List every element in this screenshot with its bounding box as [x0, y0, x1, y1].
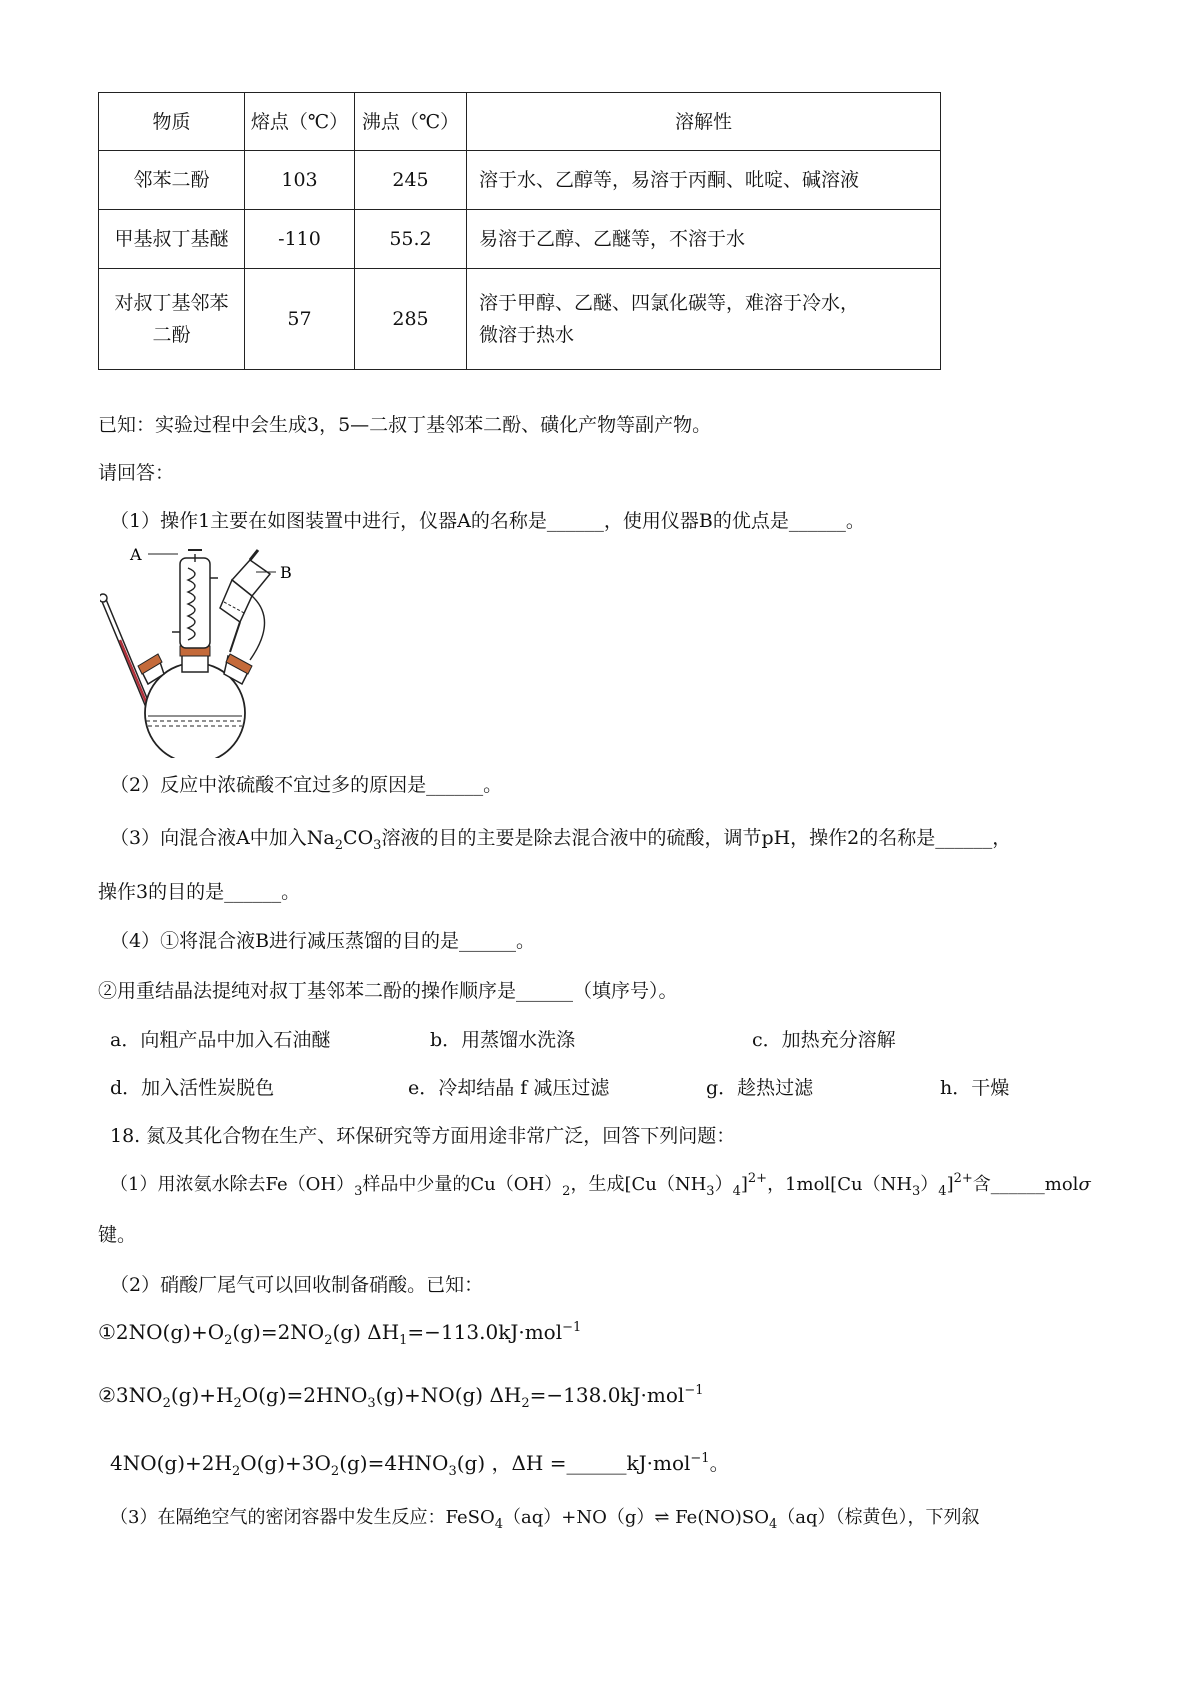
flask-icon	[138, 646, 252, 758]
equation-1: $①2NO(g)+O_2(g)=2NO_2(g)$ $\Delta H_1=-113.0kJ\cdot mol^{-1}$	[98, 1320, 582, 1348]
question-3-cont: 操作3的目的是______。	[98, 881, 301, 903]
table-header-row	[99, 93, 941, 151]
question-18-2: （2）硝酸厂尾气可以回收制备硝酸。已知：	[110, 1274, 484, 1296]
option-c: c．加热充分溶解	[752, 1029, 896, 1051]
equilibrium-arrow-icon: ⇌	[654, 1507, 670, 1528]
cell-bp: 55.2	[355, 210, 467, 269]
cell-mp: 57	[245, 269, 355, 370]
dropping-funnel-icon	[220, 550, 270, 660]
please-answer: 请回答：	[98, 462, 175, 484]
cell-solubility: 溶于甲醇、乙醚、四氯化碳等，难溶于冷水，	[479, 292, 860, 314]
question-18-1-cont: 键。	[98, 1224, 137, 1246]
properties-table	[98, 92, 941, 370]
apparatus-figure	[100, 548, 310, 758]
option-g: g．趁热过滤	[706, 1077, 814, 1099]
question-18-3: （3）在隔绝空气的密闭容器中发生反应：FeSO$_4$（aq）+NO（g）⇌ $Fe(NO)SO_4(aq)$（棕黄色），下列叙	[110, 1507, 980, 1532]
equation-2: $②3NO_2(g)+H_2O(g)=2HNO_3(g)+NO(g)$ $\Delta H_2=-138.0kJ\cdot mol^{-1}$	[98, 1383, 704, 1411]
table-row	[99, 151, 941, 210]
header-solubility: 溶解性	[467, 93, 941, 151]
cell-solubility-cont: 微溶于热水	[479, 324, 575, 346]
cell-mp: 103	[245, 151, 355, 210]
cell-name: 邻苯二酚	[133, 169, 210, 191]
option-e: e．冷却结晶 f 减压过滤	[408, 1077, 610, 1099]
condenser-icon	[172, 550, 218, 648]
cell-name-cont: 二酚	[152, 324, 191, 346]
option-a: a．向粗产品中加入石油醚	[110, 1029, 331, 1051]
option-h: h．干燥	[940, 1077, 1010, 1099]
equation-3: $4NO(g)+2H_2O(g)+3O_2(g)=4HNO_3(g)$ ，ΔH =______kJ·mol$^{-1}$。	[110, 1451, 730, 1479]
table-row	[99, 269, 941, 370]
cell-solubility: 易溶于乙醇、乙醚等，不溶于水	[479, 228, 746, 250]
cell-name: 对叔丁基邻苯	[114, 292, 229, 314]
header-boiling-point: 沸点（℃）	[355, 93, 467, 151]
question-1: （1）操作1主要在如图装置中进行，仪器A的名称是______，使用仪器B的优点是______。	[110, 510, 865, 532]
option-b: b．用蒸馏水洗涤	[430, 1029, 576, 1051]
question-3: （3）向混合液A中加入$Na_2CO_3$溶液的目的主要是除去混合液中的硫酸，调节pH，操作2的名称是______，	[110, 827, 1012, 853]
option-d: d．加入活性炭脱色	[110, 1077, 275, 1099]
cell-name: 甲基叔丁基醚	[114, 228, 229, 250]
question-2: （2）反应中浓硫酸不宜过多的原因是______。	[110, 774, 503, 796]
cell-bp: 285	[355, 269, 467, 370]
question-18-1: （1）用浓氨水除去$Fe(OH)_3$样品中少量的$Cu(OH)_2$，生成$[Cu(NH_3)_4]^{2+}$，$1mol[Cu(NH_3)_4]^{2+}$含______molσ	[110, 1171, 1091, 1199]
cell-bp: 245	[355, 151, 467, 210]
question-4-1: （4）①将混合液B进行减压蒸馏的目的是______。	[110, 930, 536, 952]
known-note: 已知：实验过程中会生成3，5—二叔丁基邻苯二酚、磺化产物等副产物。	[98, 414, 712, 436]
cell-mp: -110	[245, 210, 355, 269]
label-b: B	[280, 563, 292, 582]
thermometer-icon	[100, 594, 152, 716]
question-18: 18. 氮及其化合物在生产、环保研究等方面用途非常广泛，回答下列问题：	[110, 1125, 736, 1147]
question-4-2: ②用重结晶法提纯对叔丁基邻苯二酚的操作顺序是______（填序号）。	[98, 980, 678, 1002]
cell-solubility: 溶于水、乙醇等，易溶于丙酮、吡啶、碱溶液	[479, 169, 860, 191]
label-a: A	[130, 548, 142, 564]
table-row	[99, 210, 941, 269]
header-melting-point: 熔点（℃）	[245, 93, 355, 151]
header-substance: 物质	[99, 93, 245, 151]
